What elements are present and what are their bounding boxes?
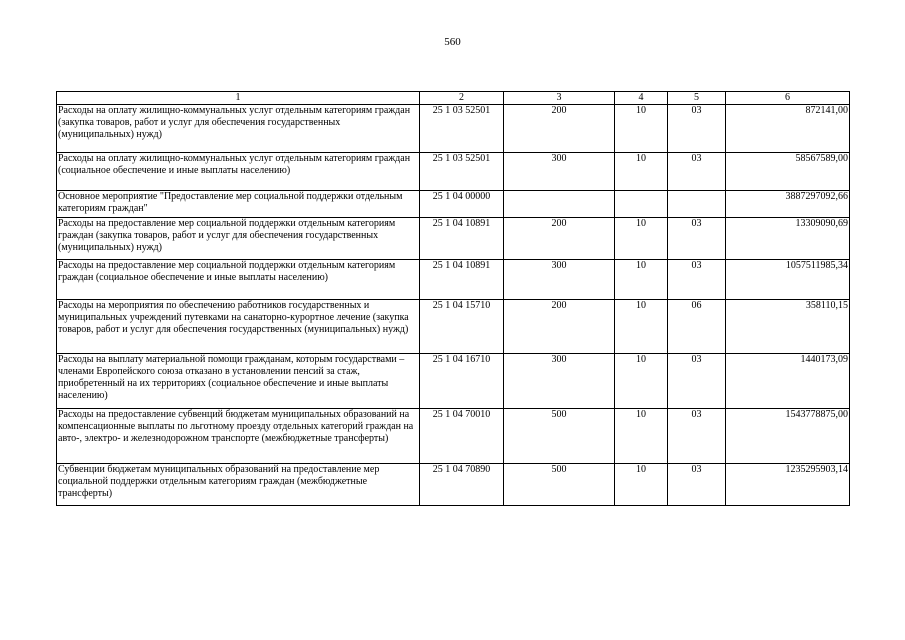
expense-type: 200 <box>504 105 615 153</box>
expense-type: 500 <box>504 464 615 506</box>
subsection-code: 03 <box>668 260 726 300</box>
expense-name: Расходы на предоставление субвенций бюджетам муниципальных образований на компенсационные выплаты по льготному проезду отдельных категорий граждан на авто-, электро- и железнодорожном транспорте (межбюджетные трансферты) <box>57 409 420 464</box>
amount: 872141,00 <box>726 105 850 153</box>
table-row <box>57 153 850 191</box>
subsection-code: 03 <box>668 354 726 409</box>
amount: 1440173,09 <box>726 354 850 409</box>
column-header: 6 <box>726 92 850 105</box>
table-row <box>57 354 850 409</box>
section-code: 10 <box>615 105 668 153</box>
amount: 358110,15 <box>726 300 850 354</box>
section-code: 10 <box>615 464 668 506</box>
target-code: 25 1 04 00000 <box>420 191 504 218</box>
expense-name: Расходы на предоставление мер социальной поддержки отдельным категориям граждан (социальное обеспечение и иные выплаты населению) <box>57 260 420 300</box>
column-header: 5 <box>668 92 726 105</box>
section-code: 10 <box>615 354 668 409</box>
column-header: 1 <box>57 92 420 105</box>
section-code: 10 <box>615 409 668 464</box>
target-code: 25 1 04 70010 <box>420 409 504 464</box>
expense-type: 300 <box>504 260 615 300</box>
amount: 1543778875,00 <box>726 409 850 464</box>
subsection-code: 03 <box>668 153 726 191</box>
target-code: 25 1 03 52501 <box>420 105 504 153</box>
expense-name: Субвенции бюджетам муниципальных образований на предоставление мер социальной поддержки отдельным категориям граждан (межбюджетные трансферты) <box>57 464 420 506</box>
expense-name: Расходы на мероприятия по обеспечению работников государственных и муниципальных учреждений путевками на санаторно-курортное лечение (закупка товаров, работ и услуг для обеспечения государственных (муниципальных) нужд) <box>57 300 420 354</box>
column-header: 4 <box>615 92 668 105</box>
target-code: 25 1 04 10891 <box>420 260 504 300</box>
table-row <box>57 105 850 153</box>
subsection-code: 03 <box>668 218 726 260</box>
expense-type: 300 <box>504 153 615 191</box>
subsection-code: 03 <box>668 464 726 506</box>
target-code: 25 1 04 15710 <box>420 300 504 354</box>
target-code: 25 1 03 52501 <box>420 153 504 191</box>
budget-table <box>56 91 850 506</box>
section-code: 10 <box>615 300 668 354</box>
subsection-code <box>668 191 726 218</box>
expense-name: Расходы на выплату материальной помощи гражданам, которым государствами – членами Европейского союза отказано в установлении пенсий за стаж, приобретенный на их территориях (социальное обеспечение и иные выплаты населению) <box>57 354 420 409</box>
subsection-code: 03 <box>668 409 726 464</box>
target-code: 25 1 04 16710 <box>420 354 504 409</box>
expense-type: 300 <box>504 354 615 409</box>
column-header: 2 <box>420 92 504 105</box>
expense-type: 500 <box>504 409 615 464</box>
page-number: 560 <box>444 36 461 48</box>
amount: 1057511985,34 <box>726 260 850 300</box>
target-code: 25 1 04 70890 <box>420 464 504 506</box>
amount: 58567589,00 <box>726 153 850 191</box>
subsection-code: 03 <box>668 105 726 153</box>
expense-name: Расходы на оплату жилищно-коммунальных услуг отдельным категориям граждан (закупка товаров, работ и услуг для обеспечения государственных (муниципальных) нужд) <box>57 105 420 153</box>
amount: 3887297092,66 <box>726 191 850 218</box>
amount: 1235295903,14 <box>726 464 850 506</box>
expense-type: 200 <box>504 300 615 354</box>
table-row <box>57 191 850 218</box>
expense-name: Основное мероприятие "Предоставление мер социальной поддержки отдельным категориям граждан" <box>57 191 420 218</box>
expense-type: 200 <box>504 218 615 260</box>
subsection-code: 06 <box>668 300 726 354</box>
target-code: 25 1 04 10891 <box>420 218 504 260</box>
header-row <box>57 92 850 105</box>
expense-name: Расходы на оплату жилищно-коммунальных услуг отдельным категориям граждан (социальное обеспечение и иные выплаты населению) <box>57 153 420 191</box>
section-code: 10 <box>615 260 668 300</box>
section-code: 10 <box>615 218 668 260</box>
column-header: 3 <box>504 92 615 105</box>
section-code: 10 <box>615 153 668 191</box>
table-row <box>57 260 850 300</box>
table-row <box>57 409 850 464</box>
expense-type <box>504 191 615 218</box>
section-code <box>615 191 668 218</box>
amount: 13309090,69 <box>726 218 850 260</box>
table-row <box>57 464 850 506</box>
table-row <box>57 218 850 260</box>
table-row <box>57 300 850 354</box>
expense-name: Расходы на предоставление мер социальной поддержки отдельным категориям граждан (закупка товаров, работ и услуг для обеспечения государственных (муниципальных) нужд) <box>57 218 420 260</box>
